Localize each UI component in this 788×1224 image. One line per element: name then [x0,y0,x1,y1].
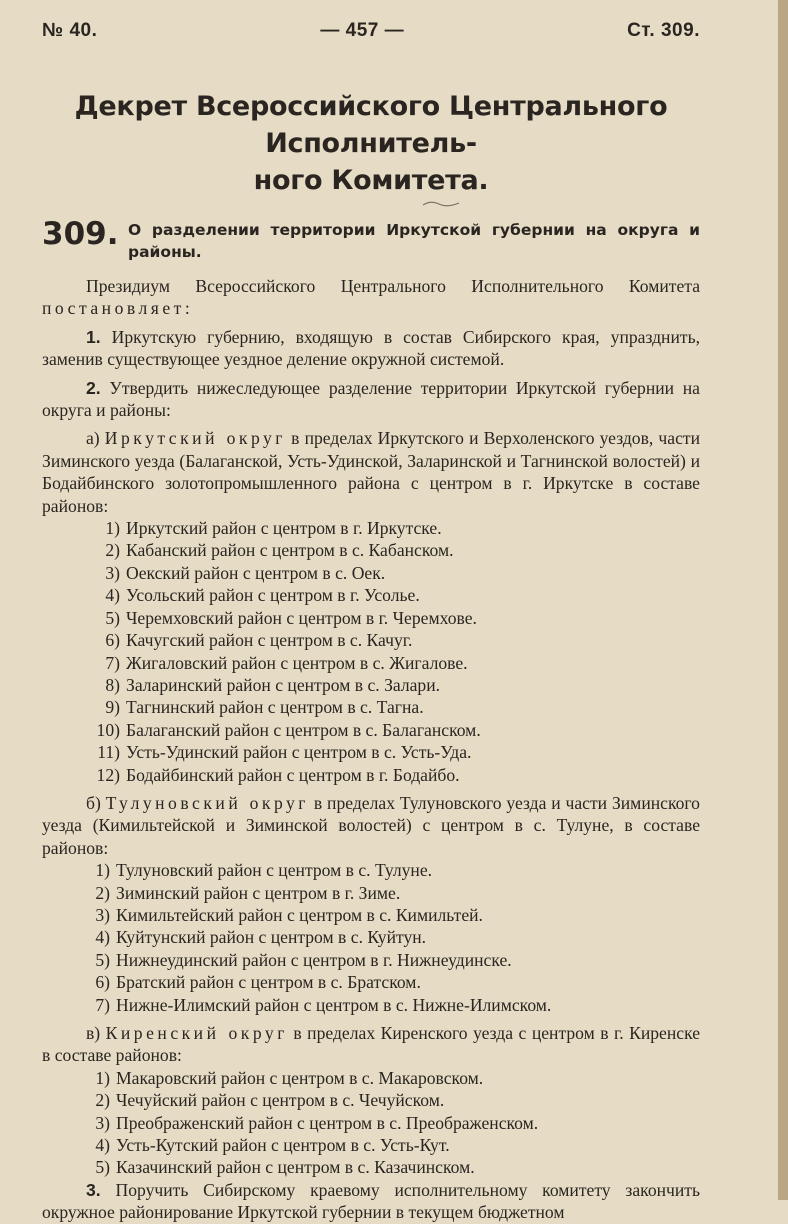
list-item [42,949,700,971]
list-item-text: Балаганский район с центром в с. Балаганском. [126,719,481,740]
list-item [42,1089,700,1111]
list-item-text: Оекский район с центром в с. Оек. [126,562,386,583]
list-item [42,719,700,741]
list-item [42,971,700,993]
okrug-a-name: Иркутский округ [104,428,287,449]
title-line-1: Декрет Всероссийского Центрального Исполнитель- [74,91,668,159]
okrug-a-text: в пределах Иркутского и Верхоленского уездов, части Зиминского уезда (Балаганской, Усть-Удинской, Заларинской и Тагнинской волостей) и Бодайбинского золотопромышленного района с центром в г. Иркутске в составе районов: [42,428,700,516]
list-item-text: Бодайбинский район с центром в г. Бодайбо. [126,764,460,785]
list-item [42,926,700,948]
resolves-word: постановляет: [42,298,194,319]
list-item-text: Иркутский район с центром в г. Иркутске. [126,518,442,539]
okrug-c-letter: в) [86,1023,101,1043]
okrug-a-paragraph [42,427,700,517]
list-item-text: Тагнинский район с центром в с. Тагна. [126,697,424,718]
point-3 [42,1179,700,1224]
okrug-a-district-list [42,517,700,786]
list-item-text: Жигаловский район с центром в с. Жигалове. [126,652,468,673]
list-item [42,517,700,539]
okrug-b-name: Тулуновский округ [105,792,310,813]
list-item-number: 5) [95,1157,110,1178]
point-1-number: 1. [86,326,101,347]
intro-text: Президиум Всероссийского Центрального Исполнительного Комитета [86,276,700,296]
list-item-number: 12) [96,764,120,785]
list-item-number: 7) [95,994,110,1015]
list-item-text: Зиминский район с центром в г. Зиме. [116,882,401,903]
list-item-text: Усть-Кутский район с центром в с. Усть-Кут. [116,1135,450,1156]
list-item-number: 4) [95,927,110,948]
list-item [42,652,700,674]
intro-paragraph [42,275,700,320]
list-item-number: 4) [95,1135,110,1156]
list-item-text: Усть-Удинский район с центром в с. Усть-Уда. [126,742,472,763]
page-header [42,0,700,60]
list-item-number: 9) [105,697,120,718]
list-item [42,696,700,718]
list-item-number: 6) [95,972,110,993]
okrug-b-paragraph [42,792,700,859]
point-2-number: 2. [86,377,101,398]
list-item-number: 6) [105,630,120,651]
ornament-divider [182,199,700,213]
point-2-text: Утвердить нижеследующее разделение территории Иркутской губернии на округа и районы: [42,377,700,421]
list-item-text: Чечуйский район с центром в с. Чечуйском. [116,1090,445,1111]
point-1 [42,326,700,371]
list-item-text: Усольский район с центром в г. Усолье. [126,585,420,606]
list-item-number: 1) [105,518,120,539]
list-item-text: Кимильтейский район с центром в с. Кимильтей. [116,904,483,925]
list-item [42,584,700,606]
decree-body [42,275,700,1224]
list-item [42,629,700,651]
list-item-number: 5) [95,949,110,970]
list-item-text: Преображенский район с центром в с. Преображенском. [116,1112,539,1133]
list-item [42,1156,700,1178]
list-item-number: 1) [95,1067,110,1088]
point-3-number: 3. [86,1179,101,1200]
list-item-number: 3) [95,1112,110,1133]
list-item-number: 3) [105,562,120,583]
article-number: Ст. 309. [627,20,700,41]
title-line-2: ного Комитета. [253,165,489,196]
okrug-b-district-list [42,859,700,1016]
list-item-number: 8) [105,674,120,695]
list-item [42,1134,700,1156]
decree-number: 309. [42,216,119,252]
list-item [42,539,700,561]
okrug-c-paragraph [42,1022,700,1067]
list-item-number: 2) [105,540,120,561]
list-item-number: 4) [105,585,120,606]
list-item-text: Казачинский район с центром в с. Казачинском. [116,1157,475,1178]
okrug-b-letter: б) [86,792,101,813]
list-item-text: Нижнеудинский район с центром в г. Нижнеудинске. [116,949,512,970]
point-1-text: Иркутскую губернию, входящую в состав Сибирского края, упразднить, заменив существующее уездное деление окружной системой. [42,326,700,370]
list-item [42,882,700,904]
okrug-a-letter: а) [86,428,100,449]
decree-title [42,88,700,199]
list-item-number: 2) [95,1090,110,1111]
issue-number: № 40. [42,20,98,41]
decree-heading [42,217,700,263]
list-item [42,1067,700,1089]
point-2 [42,377,700,422]
list-item [42,607,700,629]
page-number: — 457 — [320,20,405,41]
list-item [42,994,700,1016]
list-item-number: 11) [97,742,120,763]
okrug-c-name: Киренский округ [105,1023,288,1043]
list-item-text: Кабанский район с центром в с. Кабанском. [126,540,454,561]
list-item-text: Братский район с центром в с. Братском. [116,972,421,993]
list-item-text: Черемховский район с центром в г. Черемхове. [126,607,477,628]
list-item [42,562,700,584]
list-item-number: 10) [96,719,120,740]
list-item-number: 5) [105,607,120,628]
okrug-c-text: в пределах Киренского уезда с центром в г. Киренске в составе районов: [42,1023,701,1066]
list-item-text: Макаровский район с центром в с. Макаровском. [116,1067,484,1088]
list-item-text: Качугский район с центром в с. Качуг. [126,630,413,651]
list-item-text: Куйтунский район с центром в с. Куйтун. [116,927,427,948]
list-item [42,859,700,881]
list-item-number: 7) [105,652,120,673]
list-item-text: Заларинский район с центром в с. Залари. [126,674,441,695]
list-item-number: 3) [95,904,110,925]
list-item [42,741,700,763]
list-item [42,1112,700,1134]
decree-subject: О разделении территории Иркутской губернии на округа и районы. [128,221,700,261]
okrug-c-district-list [42,1067,700,1179]
list-item-number: 2) [95,882,110,903]
list-item-text: Нижне-Илимский район с центром в с. Нижне-Илимском. [116,994,552,1015]
list-item-number: 1) [95,860,110,881]
list-item [42,764,700,786]
okrug-b-text: в пределах Тулуновского уезда и части Зиминского уезда (Кимильтейской и Зиминской волостей) с центром в с. Тулуне, в составе районов: [42,792,700,858]
list-item [42,904,700,926]
list-item [42,674,700,696]
point-3-text: Поручить Сибирскому краевому исполнительному комитету закончить окружное районирование Иркутской губернии в текущем бюджетном [42,1179,701,1223]
list-item-text: Тулуновский район с центром в с. Тулуне. [116,860,433,881]
flourish-icon [421,199,461,209]
